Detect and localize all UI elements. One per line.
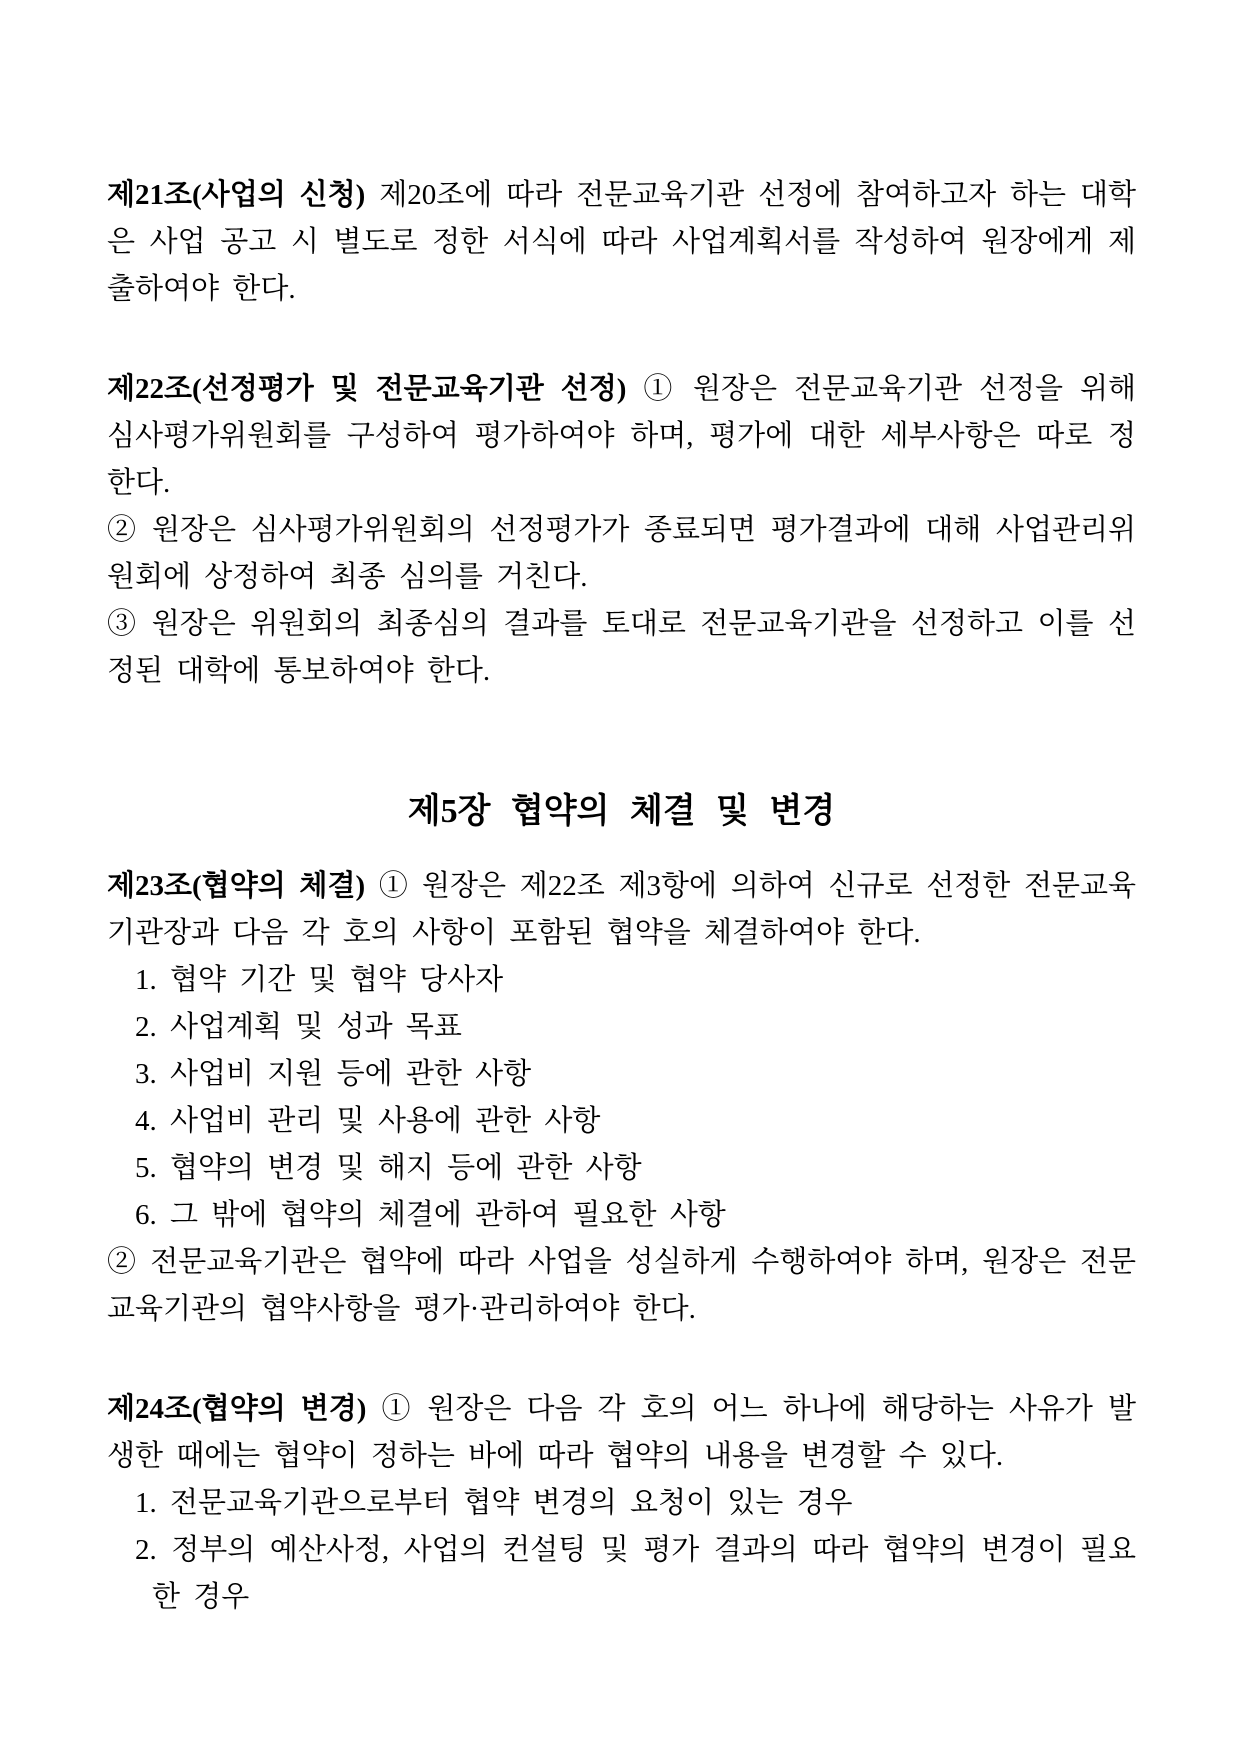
article-21-body: 제20조에 따라 전문교육기관 선정에 참여하고자 하는 대학은 사업 공고 시 별도로 정한 서식에 따라 사업계획서를 작성하여 원장에게 제출하여야 한다. (107, 179, 1136, 305)
article-23-item-1: 1. 협약 기간 및 협약 당사자 (135, 964, 504, 996)
article-21-paragraph (107, 172, 1136, 313)
article-23-item-6: 6. 그 밖에 협약의 체결에 관하여 필요한 사항 (135, 1199, 726, 1231)
article-22-clause-3: ③ 원장은 위원회의 최종심의 결과를 토대로 전문교육기관을 선정하고 이를 선정된 대학에 통보하여야 한다. (107, 608, 1136, 687)
article-22-clause-2: ② 원장은 심사평가위원회의 선정평가가 종료되면 평가결과에 대해 사업관리위원회에 상정하여 최종 심의를 거친다. (107, 514, 1136, 593)
article-22-paragraph (107, 366, 1136, 507)
article-24-heading: 제24조(협약의 변경) (107, 1393, 367, 1425)
article-24-item-list (135, 1480, 1136, 1621)
article-23-item-list (135, 957, 1136, 1239)
article-23-clause-2: ② 전문교육기관은 협약에 따라 사업을 성실하게 수행하여야 하며, 원장은 전문교육기관의 협약사항을 평가·관리하여야 한다. (107, 1246, 1136, 1325)
article-24-item-1: 1. 전문교육기관으로부터 협약 변경의 요청이 있는 경우 (135, 1487, 853, 1519)
article-23-item-2: 2. 사업계획 및 성과 목표 (135, 1011, 462, 1043)
article-23-item-5: 5. 협약의 변경 및 해지 등에 관한 사항 (135, 1152, 642, 1184)
article-21-heading: 제21조(사업의 신청) (107, 179, 366, 211)
article-23-clause-1: ① 원장은 제22조 제3항에 의하여 신규로 선정한 전문교육기관장과 다음 각 호의 사항이 포함된 협약을 체결하여야 한다. (107, 870, 1136, 949)
chapter-5-heading: 제5장 협약의 체결 및 변경 (407, 793, 836, 830)
article-23-heading: 제23조(협약의 체결) (107, 870, 366, 902)
article-23-item-4: 4. 사업비 관리 및 사용에 관한 사항 (135, 1105, 601, 1137)
article-24-paragraph (107, 1386, 1136, 1480)
article-24-clause-1: ① 원장은 다음 각 호의 어느 하나에 해당하는 사유가 발생한 때에는 협약이 정하는 바에 따라 협약의 내용을 변경할 수 있다. (107, 1393, 1137, 1472)
article-22-heading: 제22조(선정평가 및 전문교육기관 선정) (107, 373, 627, 405)
article-23-item-3: 3. 사업비 지원 등에 관한 사항 (135, 1058, 532, 1090)
article-22-clause-1: ① 원장은 전문교육기관 선정을 위해 심사평가위원회를 구성하여 평가하여야 하며, 평가에 대한 세부사항은 따로 정한다. (107, 373, 1136, 499)
article-23-paragraph (107, 863, 1136, 957)
article-24-item-2: 2. 정부의 예산사정, 사업의 컨설팅 및 평가 결과의 따라 협약의 변경이 필요한 경우 (135, 1534, 1136, 1613)
